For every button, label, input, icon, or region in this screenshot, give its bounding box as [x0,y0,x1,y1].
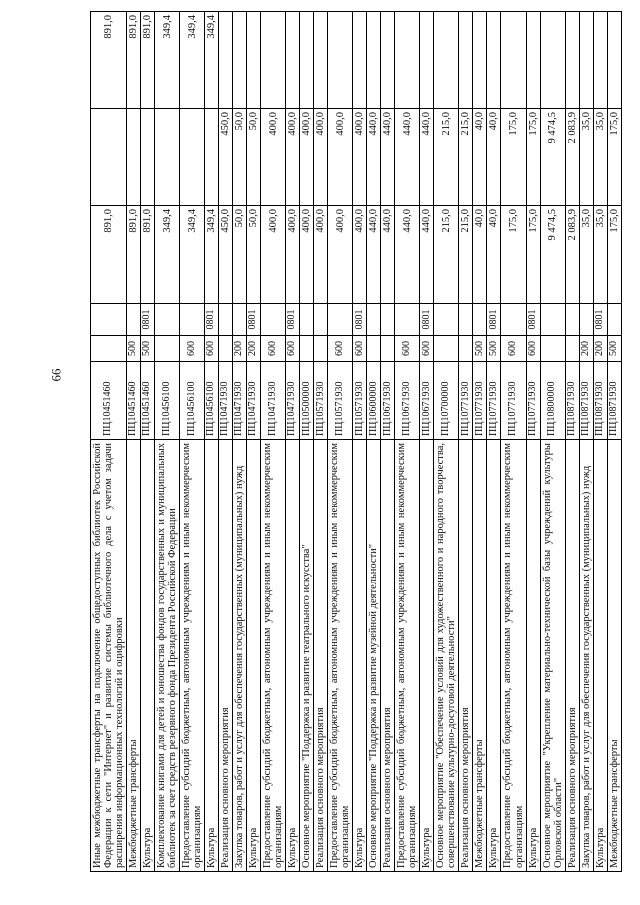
target-article-code: ПЦ10771930 [473,362,487,440]
row-name: Межбюджетные трансферты [607,440,621,872]
target-article-code: ПЦ10700000 [434,362,459,440]
amount-transfers [579,12,593,109]
amount-total: 400,0 [261,206,286,304]
row-name: Реализация основного мероприятия [381,440,395,872]
amount-own: 215,0 [434,109,459,206]
target-article-code: ПЦ10571930 [328,362,353,440]
amount-own: 400,0 [261,109,286,206]
expense-type-code: 600 [205,336,219,362]
amount-own [127,109,141,206]
table-row [127,12,141,872]
amount-transfers [526,12,540,109]
row-name: Предоставление субсидий бюджетным, автономным учреждениям и иным некоммерческим организациям [180,440,205,872]
target-article-code: ПЦ10871930 [565,362,579,440]
amount-transfers [395,12,420,109]
amount-total: 35,0 [579,206,593,304]
section-code [540,304,565,336]
expense-type-code [540,336,565,362]
table-row [328,12,353,872]
amount-total: 891,0 [141,206,155,304]
amount-transfers: 349,4 [155,12,180,109]
row-name: Реализация основного мероприятия [314,440,328,872]
section-code: 0801 [205,304,219,336]
amount-total: 400,0 [314,206,328,304]
row-name: Культура [141,440,155,872]
target-article-code: ПЦ10671930 [395,362,420,440]
row-name: Предоставление субсидий бюджетным, автономным учреждениям и иным некоммерческим организациям [395,440,420,872]
expense-type-code [367,336,381,362]
table-row [607,12,621,872]
row-name: Предоставление субсидий бюджетным, автономным учреждениям и иным некоммерческим организациям [328,440,353,872]
target-article-code: ПЦ10771930 [459,362,473,440]
table-row [367,12,381,872]
table-row [233,12,247,872]
amount-total: 175,0 [501,206,526,304]
amount-own: 175,0 [501,109,526,206]
amount-total: 40,0 [473,206,487,304]
target-article-code: ПЦ10671930 [381,362,395,440]
table-row [381,12,395,872]
expense-type-code [434,336,459,362]
expense-type-code: 500 [607,336,621,362]
amount-own: 50,0 [233,109,247,206]
amount-own: 440,0 [420,109,434,206]
budget-table [90,11,622,872]
amount-total: 35,0 [593,206,607,304]
target-article-code: ПЦ10451460 [141,362,155,440]
amount-total: 50,0 [247,206,261,304]
section-code [367,304,381,336]
amount-total: 175,0 [607,206,621,304]
table-row [487,12,501,872]
section-code [219,304,233,336]
amount-own: 9 474,5 [540,109,565,206]
section-code [473,304,487,336]
section-code [501,304,526,336]
amount-own: 440,0 [381,109,395,206]
section-code [233,304,247,336]
target-article-code: ПЦ10451460 [91,362,127,440]
amount-own: 175,0 [607,109,621,206]
expense-type-code: 200 [579,336,593,362]
amount-transfers: 891,0 [127,12,141,109]
target-article-code: ПЦ10456100 [155,362,180,440]
amount-total: 175,0 [526,206,540,304]
expense-type-code: 200 [247,336,261,362]
expense-type-code: 200 [233,336,247,362]
section-code [328,304,353,336]
expense-type-code [219,336,233,362]
amount-total: 440,0 [420,206,434,304]
expense-type-code: 500 [487,336,501,362]
section-code: 0801 [526,304,540,336]
row-name: Реализация основного мероприятия [565,440,579,872]
expense-type-code: 600 [261,336,286,362]
target-article-code: ПЦ10671930 [420,362,434,440]
expense-type-code: 500 [141,336,155,362]
amount-own: 440,0 [367,109,381,206]
amount-total: 215,0 [459,206,473,304]
table-row [459,12,473,872]
target-article-code: ПЦ10571930 [314,362,328,440]
amount-own [180,109,205,206]
section-code: 0801 [487,304,501,336]
amount-total: 440,0 [367,206,381,304]
amount-transfers [540,12,565,109]
expense-type-code: 500 [127,336,141,362]
target-article-code: ПЦ10571930 [353,362,367,440]
row-name: Реализация основного мероприятия [459,440,473,872]
row-name: Закупка товаров, работ и услуг для обеспечения государственных (муниципальных) нужд [579,440,593,872]
amount-own: 50,0 [247,109,261,206]
amount-own: 400,0 [314,109,328,206]
table-row [180,12,205,872]
row-name: Закупка товаров, работ и услуг для обеспечения государственных (муниципальных) нужд [233,440,247,872]
amount-transfers [286,12,300,109]
table-row [353,12,367,872]
amount-total: 891,0 [127,206,141,304]
amount-total: 400,0 [353,206,367,304]
amount-total: 440,0 [381,206,395,304]
table-row [565,12,579,872]
row-name: Межбюджетные трансферты [473,440,487,872]
section-code [261,304,286,336]
amount-own: 2 083,9 [565,109,579,206]
section-code: 0801 [420,304,434,336]
row-name: Культура [487,440,501,872]
target-article-code: ПЦ10771930 [487,362,501,440]
amount-transfers [247,12,261,109]
amount-transfers: 349,4 [205,12,219,109]
section-code [155,304,180,336]
target-article-code: ПЦ10800000 [540,362,565,440]
amount-total: 400,0 [300,206,314,304]
table-row [540,12,565,872]
amount-own: 400,0 [300,109,314,206]
table-row [286,12,300,872]
amount-own [205,109,219,206]
table-row [314,12,328,872]
section-code [459,304,473,336]
section-code [607,304,621,336]
amount-own: 175,0 [526,109,540,206]
table-row [205,12,219,872]
target-article-code: ПЦ10471930 [233,362,247,440]
target-article-code: ПЦ10871930 [593,362,607,440]
table-row [526,12,540,872]
amount-transfers [300,12,314,109]
amount-transfers: 891,0 [91,12,127,109]
amount-transfers [233,12,247,109]
row-name: Культура [247,440,261,872]
amount-total: 349,4 [155,206,180,304]
section-code: 0801 [247,304,261,336]
expense-type-code: 600 [353,336,367,362]
amount-total: 891,0 [91,206,127,304]
row-name: Межбюджетные трансферты [127,440,141,872]
section-code: 0801 [353,304,367,336]
section-code [180,304,205,336]
section-code [300,304,314,336]
table-row [300,12,314,872]
amount-own: 400,0 [328,109,353,206]
amount-own [141,109,155,206]
amount-own: 40,0 [473,109,487,206]
amount-transfers [219,12,233,109]
amount-total: 2 083,9 [565,206,579,304]
amount-transfers [607,12,621,109]
table-row [434,12,459,872]
expense-type-code: 600 [420,336,434,362]
table-row [395,12,420,872]
target-article-code: ПЦ10871930 [607,362,621,440]
section-code [434,304,459,336]
target-article-code: ПЦ10456100 [205,362,219,440]
row-name: Основное мероприятие "Обеспечение условий для художественного и народного творчества, совершенствование культурно-досуговой деятельности" [434,440,459,872]
expense-type-code: 600 [526,336,540,362]
amount-transfers: 891,0 [141,12,155,109]
section-code [565,304,579,336]
section-code: 0801 [141,304,155,336]
amount-transfers [459,12,473,109]
table-row [473,12,487,872]
target-article-code: ПЦ10471930 [261,362,286,440]
expense-type-code [91,336,127,362]
expense-type-code [565,336,579,362]
row-name: Культура [286,440,300,872]
row-name: Культура [205,440,219,872]
amount-transfers [487,12,501,109]
expense-type-code [155,336,180,362]
expense-type-code [300,336,314,362]
amount-own [155,109,180,206]
amount-own: 400,0 [286,109,300,206]
amount-own: 40,0 [487,109,501,206]
expense-type-code [381,336,395,362]
expense-type-code: 200 [593,336,607,362]
target-article-code: ПЦ10771930 [501,362,526,440]
row-name: Предоставление субсидий бюджетным, автономным учреждениям и иным некоммерческим организациям [261,440,286,872]
table-row [420,12,434,872]
amount-total: 349,4 [205,206,219,304]
row-name: Комплектование книгами для детей и юношества фондов государственных и муниципальных библиотек за счет средств резервного фонда Президента Российской Федерации [155,440,180,872]
row-name: Предоставление субсидий бюджетным, автономным учреждениям и иным некоммерческим организациям [501,440,526,872]
section-code [127,304,141,336]
table-row [261,12,286,872]
expense-type-code: 500 [473,336,487,362]
row-name: Культура [420,440,434,872]
amount-transfers [328,12,353,109]
amount-total: 440,0 [395,206,420,304]
amount-own: 35,0 [593,109,607,206]
page-number: 66 [48,368,64,382]
target-article-code: ПЦ10600000 [367,362,381,440]
amount-total: 40,0 [487,206,501,304]
target-article-code: ПЦ10500000 [300,362,314,440]
target-article-code: ПЦ10456100 [180,362,205,440]
amount-transfers: 349,4 [180,12,205,109]
table-row [501,12,526,872]
rotated-page-content [90,12,620,872]
section-code: 0801 [286,304,300,336]
amount-transfers [420,12,434,109]
amount-own: 440,0 [395,109,420,206]
amount-transfers [473,12,487,109]
expense-type-code [314,336,328,362]
table-row [141,12,155,872]
target-article-code: ПЦ10471930 [219,362,233,440]
expense-type-code: 600 [501,336,526,362]
amount-total: 50,0 [233,206,247,304]
table-row [247,12,261,872]
amount-own: 35,0 [579,109,593,206]
amount-total: 215,0 [434,206,459,304]
table-row [579,12,593,872]
amount-own: 400,0 [353,109,367,206]
amount-total: 400,0 [328,206,353,304]
amount-own [91,109,127,206]
row-name: Основное мероприятие "Поддержка и развитие театрального искусства" [300,440,314,872]
expense-type-code: 600 [395,336,420,362]
table-row [593,12,607,872]
amount-total: 349,4 [180,206,205,304]
budget-table-body [91,12,622,872]
target-article-code: ПЦ10471930 [247,362,261,440]
row-name: Основное мероприятие "Поддержка и развитие музейной деятельности" [367,440,381,872]
target-article-code: ПЦ10471930 [286,362,300,440]
section-code [381,304,395,336]
table-row [219,12,233,872]
section-code [91,304,127,336]
expense-type-code: 600 [328,336,353,362]
amount-own: 215,0 [459,109,473,206]
section-code [395,304,420,336]
amount-total: 9 474,5 [540,206,565,304]
amount-transfers [565,12,579,109]
amount-transfers [261,12,286,109]
amount-transfers [381,12,395,109]
amount-transfers [593,12,607,109]
expense-type-code: 600 [180,336,205,362]
amount-transfers [314,12,328,109]
row-name: Культура [593,440,607,872]
row-name: Культура [526,440,540,872]
row-name: Основное мероприятие "Укрепление материально-технической базы учреждений культуры Орловской области" [540,440,565,872]
row-name: Иные межбюджетные трансферты на подключение общедоступных библиотек Российской Федерации к сети "Интернет" и развитие системы библиотечного дела с учетом задачи расширения информационных технологий и оцифровки [91,440,127,872]
amount-total: 450,0 [219,206,233,304]
table-row [91,12,127,872]
row-name: Культура [353,440,367,872]
expense-type-code [459,336,473,362]
amount-total: 400,0 [286,206,300,304]
target-article-code: ПЦ10871930 [579,362,593,440]
amount-own: 450,0 [219,109,233,206]
amount-transfers [353,12,367,109]
section-code [579,304,593,336]
target-article-code: ПЦ10771930 [526,362,540,440]
target-article-code: ПЦ10451460 [127,362,141,440]
amount-transfers [367,12,381,109]
section-code: 0801 [593,304,607,336]
section-code [314,304,328,336]
row-name: Реализация основного мероприятия [219,440,233,872]
amount-transfers [434,12,459,109]
expense-type-code: 600 [286,336,300,362]
table-row [155,12,180,872]
amount-transfers [501,12,526,109]
